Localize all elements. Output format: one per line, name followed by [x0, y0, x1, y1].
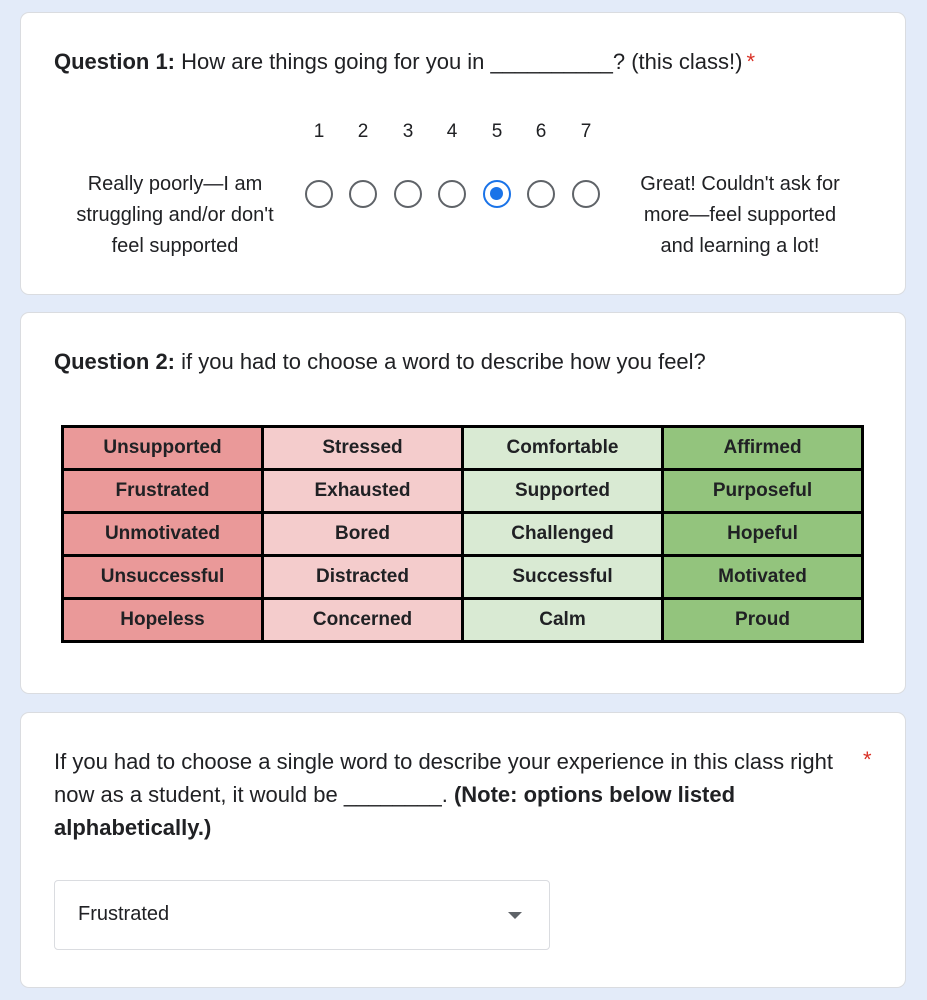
table-cell: Calm [463, 599, 663, 642]
scale-radio-2[interactable] [349, 180, 377, 208]
scale-radio-3[interactable] [394, 180, 422, 208]
table-row [63, 599, 863, 642]
question-2-text: if you had to choose a word to describe how you feel? [175, 349, 706, 374]
table-cell: Exhausted [263, 470, 463, 513]
word-dropdown[interactable] [54, 880, 550, 950]
scale-low-label: Really poorly—I am struggling and/or don't feel supported [76, 173, 274, 257]
scale-radio-5[interactable] [483, 180, 511, 208]
required-marker: * [746, 49, 756, 74]
table-cell: Comfortable [463, 427, 663, 470]
table-row [63, 470, 863, 513]
table-row [63, 556, 863, 599]
question-3-note: (Note: options below listed alphabetically.) [54, 782, 736, 840]
scale-number-7: 7 [580, 121, 592, 142]
table-cell: Challenged [463, 513, 663, 556]
table-cell: Proud [663, 599, 863, 642]
table-cell: Hopeful [663, 513, 863, 556]
table-cell: Distracted [263, 556, 463, 599]
question-1-card [20, 12, 906, 295]
table-cell: Motivated [663, 556, 863, 599]
question-1-label: Question 1: [54, 49, 176, 74]
feelings-table [61, 425, 864, 643]
question-1-text: How are things going for you in __________? (this class!) [175, 49, 743, 74]
question-2-title [54, 345, 706, 378]
table-cell: Concerned [263, 599, 463, 642]
table-cell: Purposeful [663, 470, 863, 513]
scale-number-2: 2 [357, 121, 369, 142]
scale-numbers [21, 117, 905, 147]
scale-high-label: Great! Couldn't ask for more—feel supported and learning a lot! [640, 173, 840, 257]
scale-radio-4[interactable] [438, 180, 466, 208]
question-2-label: Question 2: [54, 349, 176, 374]
scale-number-5: 5 [491, 121, 503, 142]
table-cell: Hopeless [63, 599, 263, 642]
scale-number-1: 1 [313, 121, 325, 142]
table-cell: Stressed [263, 427, 463, 470]
scale-number-3: 3 [402, 121, 414, 142]
question-2-card [20, 312, 906, 694]
table-cell: Bored [263, 513, 463, 556]
dropdown-selected-value: Frustrated [78, 903, 170, 925]
table-row [63, 427, 863, 470]
chevron-down-icon [508, 912, 522, 919]
scale-number-6: 6 [535, 121, 547, 142]
question-3-card [20, 712, 906, 988]
question-3-title [54, 745, 844, 844]
question-1-title [54, 45, 755, 78]
scale-radio-7[interactable] [572, 180, 600, 208]
table-row [63, 513, 863, 556]
table-cell: Successful [463, 556, 663, 599]
question-3-text: If you had to choose a single word to describe your experience in this class right now as a student, it would be ________. [54, 749, 833, 807]
scale-number-4: 4 [446, 121, 458, 142]
table-cell: Supported [463, 470, 663, 513]
required-marker: * [863, 747, 872, 772]
table-cell: Unsuccessful [63, 556, 263, 599]
table-cell: Unmotivated [63, 513, 263, 556]
scale-radio-1[interactable] [305, 180, 333, 208]
table-cell: Frustrated [63, 470, 263, 513]
scale-radio-6[interactable] [527, 180, 555, 208]
table-cell: Affirmed [663, 427, 863, 470]
table-cell: Unsupported [63, 427, 263, 470]
